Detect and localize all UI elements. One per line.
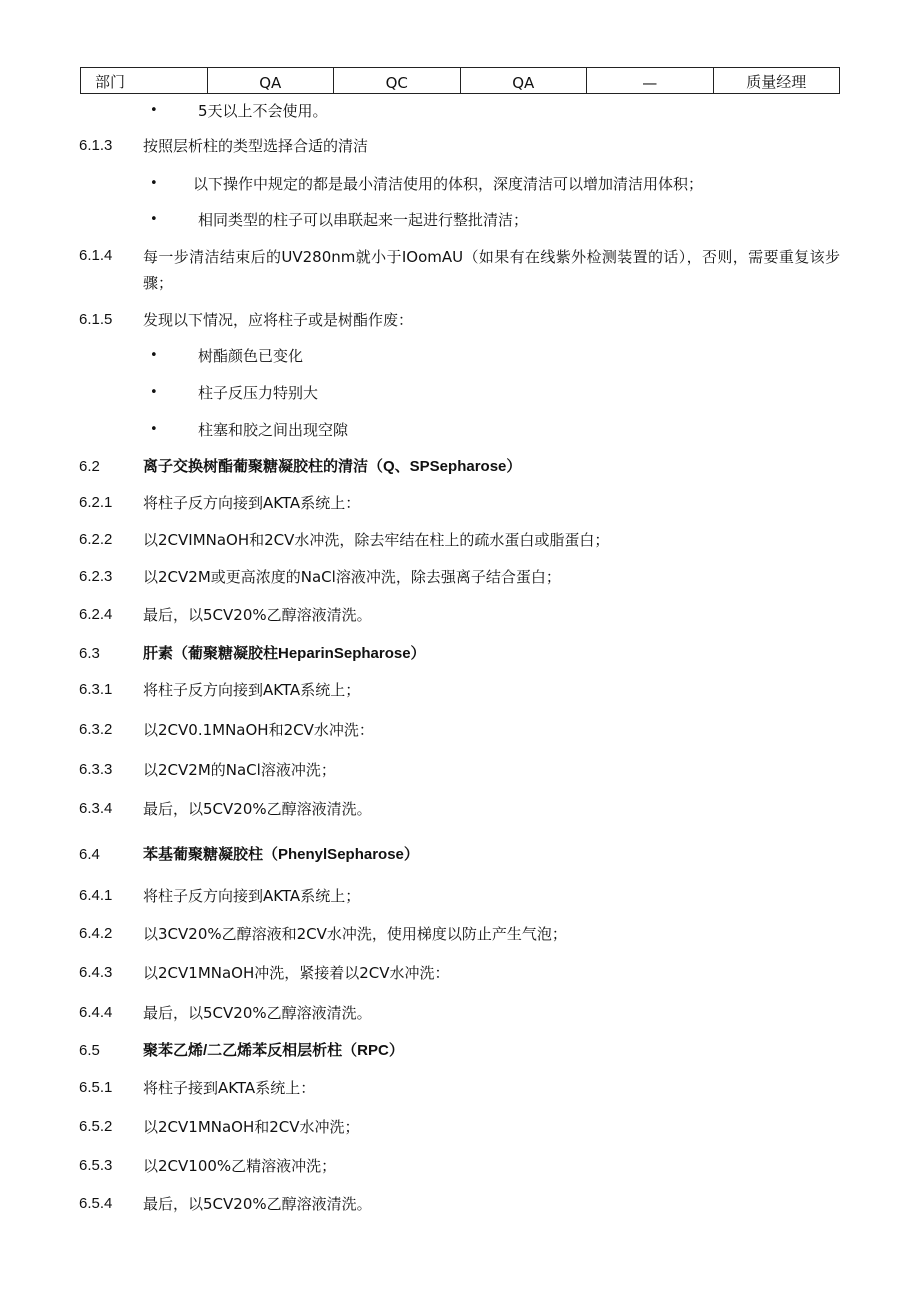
section-number: 6.5.2 (79, 1118, 113, 1135)
bullet-text: 柱子反压力特别大 (198, 384, 319, 402)
bullet-dot: • (150, 422, 158, 437)
heading-text: 离子交换树酯葡聚糖凝胶柱的清洁（Q、SPSepharose） (143, 458, 522, 475)
section-number: 6.4.1 (79, 887, 113, 904)
bullet-text: 以下操作中规定的都是最小清洁使用的体积，深度清洁可以增加清洁用体积； (193, 175, 704, 193)
section-text: 将柱子接到AKTA系统上： (143, 1079, 316, 1097)
section-number: 6.2.2 (79, 531, 113, 548)
approval-row (81, 68, 840, 94)
section-text: 最后，以5CV20%乙醇溶液清洗。 (143, 1004, 372, 1022)
section-text: 将柱子反方向接到AKTA系统上； (143, 681, 361, 699)
qa-cell-2: QA (460, 68, 587, 94)
approval-table (80, 67, 840, 94)
section-number: 6.3.2 (79, 721, 113, 738)
section-text: 以2CV2M的NaCl溶液冲洗； (143, 761, 336, 779)
section-text: 按照层析柱的类型选择合适的清洁 (143, 137, 369, 155)
heading-number: 6.2 (79, 458, 100, 475)
heading-number: 6.4 (79, 846, 100, 863)
heading-text: 苯基葡聚糖凝胶柱（PhenylSepharose） (143, 846, 419, 863)
section-text: 将柱子反方向接到AKTA系统上： (143, 494, 361, 512)
section-text: 最后，以5CV20%乙醇溶液清洗。 (143, 606, 372, 624)
section-number: 6.5.4 (79, 1195, 113, 1212)
section-text: 以3CV20%乙醇溶液和2CV水冲洗，使用梯度以防止产生气泡； (143, 925, 567, 943)
section-number: 6.1.4 (79, 247, 113, 264)
heading-number: 6.5 (79, 1042, 100, 1059)
section-text: 以2CV1MNaOH冲洗，紧接着以2CV水冲洗： (143, 964, 450, 982)
section-number: 6.4.2 (79, 925, 113, 942)
section-number: 6.4.3 (79, 964, 113, 981)
qa-cell: QA (207, 68, 334, 94)
section-text: 以2CV0.1MNaOH和2CV水冲洗： (143, 721, 374, 739)
section-number: 6.1.5 (79, 311, 113, 328)
bullet-dot: • (150, 348, 158, 363)
section-number: 6.4.4 (79, 1004, 113, 1021)
section-text: 最后，以5CV20%乙醇溶液清洗。 (143, 1195, 372, 1213)
bullet-dot: • (150, 103, 158, 118)
bullet-dot: • (150, 212, 158, 227)
heading-number: 6.3 (79, 645, 100, 662)
heading-text: 肝素（葡聚糖凝胶柱HeparinSepharose） (143, 645, 426, 662)
section-number: 6.1.3 (79, 137, 113, 154)
section-text: 每一步清洁结束后的UV280nm就小于IOomAU（如果有在线紫外检测装置的话），否则，需要重复该步骤； (143, 248, 840, 292)
section-number: 6.3.4 (79, 800, 113, 817)
qc-cell: QC (334, 68, 461, 94)
section-number: 6.5.3 (79, 1157, 113, 1174)
section-text: 以2CVIMNaOH和2CV水冲洗，除去牢结在柱上的疏水蛋白或脂蛋白； (143, 531, 610, 549)
dash-cell: — (587, 68, 714, 94)
bullet-text: 树酯颜色已变化 (198, 347, 304, 365)
section-text: 将柱子反方向接到AKTA系统上； (143, 887, 361, 905)
section-number: 6.2.4 (79, 606, 113, 623)
quality-manager-cell: 质量经理 (713, 68, 840, 94)
bullet-text: 柱塞和胶之间出现空隙 (198, 421, 349, 439)
bullet-dot: • (150, 385, 158, 400)
section-number: 6.5.1 (79, 1079, 113, 1096)
section-number: 6.2.1 (79, 494, 113, 511)
section-text: 以2CV1MNaOH和2CV水冲洗； (143, 1118, 360, 1136)
bullet-text: 5天以上不会使用。 (198, 102, 328, 120)
section-number: 6.3.3 (79, 761, 113, 778)
heading-text: 聚苯乙烯/二乙烯苯反相层析柱（RPC） (143, 1042, 404, 1059)
bullet-dot: • (150, 176, 158, 191)
section-text: 发现以下情况，应将柱子或是树酯作废： (143, 311, 414, 329)
section-number: 6.2.3 (79, 568, 113, 585)
dept-label-cell: 部门 (81, 68, 208, 94)
section-text: 以2CV2M或更高浓度的NaCl溶液冲洗，除去强离子结合蛋白； (143, 568, 561, 586)
bullet-text: 相同类型的柱子可以串联起来一起进行整批清洁； (198, 211, 529, 229)
section-number: 6.3.1 (79, 681, 113, 698)
section-text: 最后，以5CV20%乙醇溶液清洗。 (143, 800, 372, 818)
section-text: 以2CV100%乙精溶液冲洗； (143, 1157, 337, 1175)
